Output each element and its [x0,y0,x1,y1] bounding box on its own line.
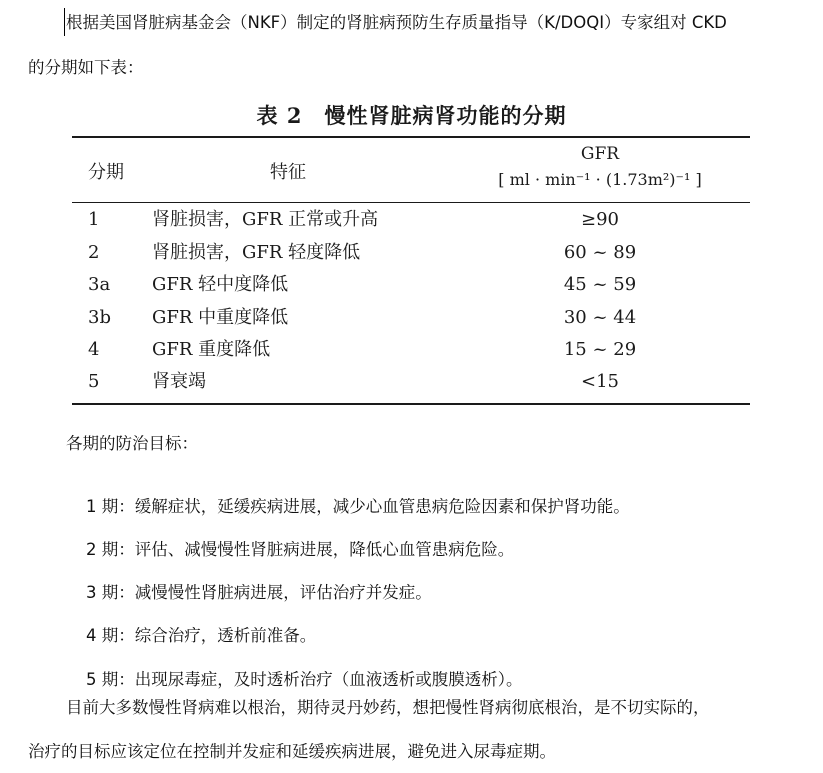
row-4-feature: GFR 重度降低 [152,339,271,360]
row-1-feature: 肾脏损害，GFR 正常或升高 [152,209,379,230]
row-3b-feature: GFR 中重度降低 [152,307,289,328]
header-gfr-unit: [ ml · min⁻¹ · (1.73m²)⁻¹ ] [498,170,702,189]
row-3a-gfr: 45 ~ 59 [563,274,637,295]
row-4-gfr: 15 ~ 29 [563,339,637,360]
row-5-feature: 肾衰竭 [152,371,206,392]
intro-line-2: 的分期如下表： [28,58,144,77]
row-3a-feature: GFR 轻中度降低 [152,274,289,295]
goal-stage-1: 1 期：缓解症状，延缓疾病进展，减少心血管患病危险因素和保护肾功能。 [86,496,630,516]
header-stage: 分期 [88,162,124,183]
conclusion-line-1: 目前大多数慢性肾病难以根治，期待灵丹妙药，想把慢性肾病彻底根治，是不切实际的， [66,698,710,717]
goal-stage-2: 2 期：评估、减慢慢性肾脏病进展，降低心血管患病危险。 [86,539,515,559]
table-title: 表 2 慢性肾脏病肾功能的分期 [256,103,567,128]
header-feature: 特征 [270,162,306,183]
row-3b-stage: 3b [88,307,111,328]
row-1-gfr: ≥90 [581,209,619,230]
row-2-stage: 2 [88,242,100,263]
goals-heading: 各期的防治目标： [66,434,198,453]
conclusion-line-2: 治疗的目标应该定位在控制并发症和延缓疾病进展，避免进入尿毒症期。 [28,742,556,761]
row-3a-stage: 3a [88,274,111,295]
goal-stage-5: 5 期：出现尿毒症，及时透析治疗（血液透析或腹膜透析）。 [86,669,523,689]
table-header-rule [72,202,750,203]
row-4-stage: 4 [88,339,100,360]
intro-line-1: 根据美国肾脏病基金会（NKF）制定的肾脏病预防生存质量指导（K/DOQI）专家组对 CKD [66,13,727,32]
row-2-feature: 肾脏损害，GFR 轻度降低 [152,242,361,263]
goal-stage-3: 3 期：减慢慢性肾脏病进展，评估治疗并发症。 [86,582,432,602]
goal-stage-4: 4 期：综合治疗，透析前准备。 [86,625,317,645]
header-gfr: GFR [580,144,620,164]
row-5-stage: 5 [88,371,100,392]
text-cursor [64,8,65,36]
row-3b-gfr: 30 ~ 44 [563,307,637,328]
row-1-stage: 1 [88,209,100,230]
row-2-gfr: 60 ~ 89 [563,242,637,263]
table-bottom-rule [72,403,750,405]
table-top-rule [72,136,750,138]
row-5-gfr: <15 [581,371,619,392]
